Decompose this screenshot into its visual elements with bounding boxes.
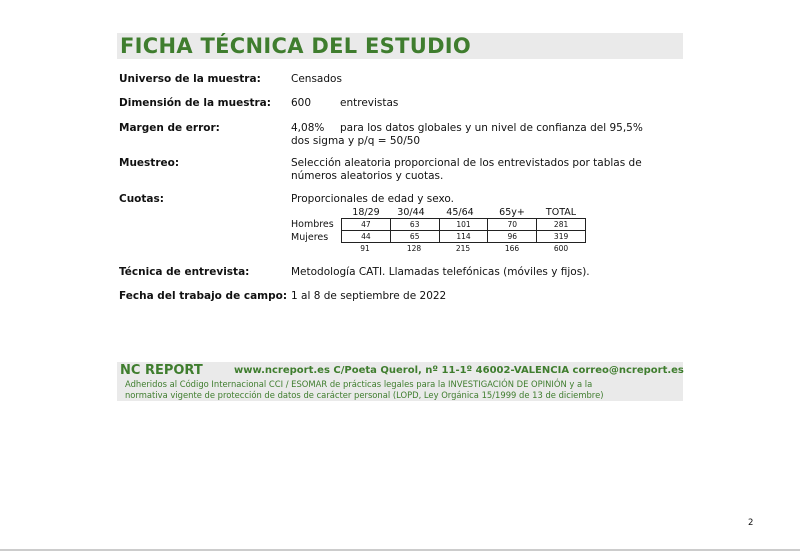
muestreo-line2: números aleatorios y cuotas.: [291, 170, 444, 182]
quota-cell: 47: [342, 219, 391, 231]
quota-cell: 96: [488, 231, 537, 243]
quota-total: 91: [360, 244, 370, 253]
brand-name: NC REPORT: [120, 363, 203, 378]
divider: [0, 549, 800, 551]
contact-address: www.ncreport.es C/Poeta Querol, nº 11-1º 46002-VALENCIA correo@ncreport.es: [234, 365, 684, 376]
page-number: 2: [748, 518, 754, 528]
table-row: [342, 219, 586, 231]
quota-header: 30/44: [397, 207, 425, 218]
quota-cell: 281: [537, 219, 586, 231]
quota-cell: 70: [488, 219, 537, 231]
quota-table: [341, 218, 586, 243]
dimension-label: Dimensión de la muestra:: [119, 97, 271, 109]
footer-band: [117, 362, 683, 401]
quota-header: TOTAL: [545, 207, 577, 218]
muestreo-label: Muestreo:: [119, 157, 180, 169]
margen-label: Margen de error:: [119, 122, 220, 134]
margen-text: para los datos globales y un nivel de confianza del 95,5%: [340, 122, 643, 134]
quota-header: 65y+: [499, 207, 525, 218]
universo-value: Censados: [291, 73, 342, 85]
quota-row-label: Mujeres: [291, 232, 329, 243]
table-row: [342, 231, 586, 243]
quota-header: 45/64: [446, 207, 474, 218]
dimension-unit: entrevistas: [340, 97, 399, 109]
quota-total: 215: [455, 244, 471, 253]
quota-total: 128: [406, 244, 422, 253]
cuotas-label: Cuotas:: [119, 193, 164, 205]
dimension-value: 600: [291, 97, 312, 109]
universo-label: Universo de la muestra:: [119, 73, 261, 85]
quota-cell: 44: [342, 231, 391, 243]
tecnica-label: Técnica de entrevista:: [119, 266, 250, 278]
margen-value: 4,08%: [291, 122, 325, 134]
quota-cell: 101: [439, 219, 488, 231]
margen-line2: dos sigma y p/q = 50/50: [291, 135, 421, 147]
quota-cell: 63: [390, 219, 439, 231]
tecnica-value: Metodología CATI. Llamadas telefónicas (móviles y fijos).: [291, 266, 590, 278]
page-title: FICHA TÉCNICA DEL ESTUDIO: [120, 34, 472, 58]
fecha-label: Fecha del trabajo de campo:: [119, 290, 288, 302]
cuotas-value: Proporcionales de edad y sexo.: [291, 193, 455, 205]
quota-total: 600: [553, 244, 569, 253]
title-bar: [117, 33, 683, 59]
quota-header: 18/29: [352, 207, 380, 218]
quota-cell: 65: [390, 231, 439, 243]
quota-cell: 319: [537, 231, 586, 243]
quota-cell: 114: [439, 231, 488, 243]
quota-total: 166: [504, 244, 520, 253]
fecha-value: 1 al 8 de septiembre de 2022: [291, 290, 447, 302]
footer-note: normativa vigente de protección de datos de carácter personal (LOPD, Ley Orgánica 15/1999 de 13 de diciembre): [125, 390, 604, 400]
quota-row-label: Hombres: [291, 219, 334, 230]
footer-note: Adheridos al Código Internacional CCI / ESOMAR de prácticas legales para la INVESTIGACIÓN DE OPINIÓN y a la: [125, 379, 593, 389]
muestreo-line1: Selección aleatoria proporcional de los entrevistados por tablas de: [291, 157, 642, 169]
